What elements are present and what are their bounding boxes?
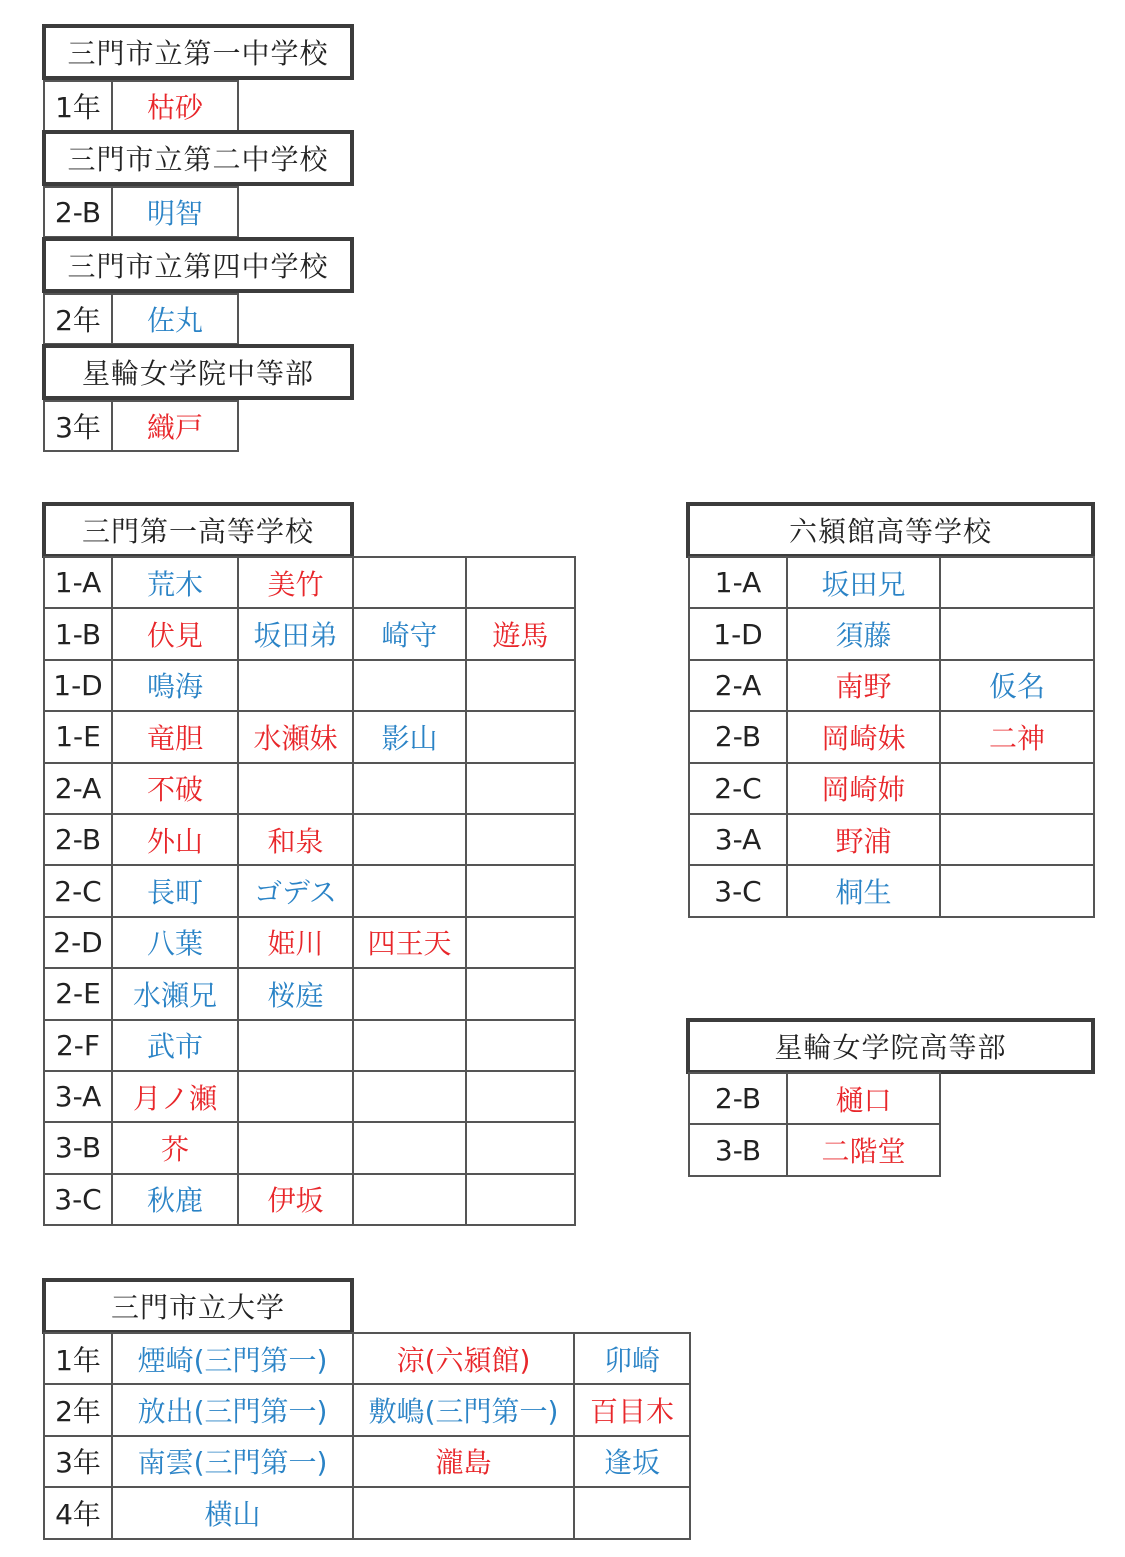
student-name: 煙崎(三門第一) — [112, 1333, 353, 1384]
student-name: 月ノ瀬 — [112, 1071, 238, 1122]
empty-cell — [353, 968, 466, 1019]
empty-cell — [353, 1071, 466, 1122]
student-name: 八葉 — [112, 917, 238, 968]
student-name: 秋鹿 — [112, 1174, 238, 1225]
empty-cell — [466, 865, 575, 916]
student-name: 放出(三門第一) — [112, 1384, 353, 1435]
table-row — [689, 1073, 940, 1124]
student-name: ゴデス — [238, 865, 353, 916]
student-name: 崎守 — [353, 608, 466, 659]
student-name: 四王天 — [353, 917, 466, 968]
class-label: 2-B — [44, 814, 112, 865]
empty-cell — [353, 1174, 466, 1225]
student-name: 敷嶋(三門第一) — [353, 1384, 574, 1435]
student-name: 長町 — [112, 865, 238, 916]
empty-cell — [466, 917, 575, 968]
class-table-daiyon-chu — [43, 293, 239, 345]
empty-cell — [238, 763, 353, 814]
student-name: 伏見 — [112, 608, 238, 659]
class-table-seirin-high — [688, 1072, 941, 1177]
class-table-seirin-chu — [43, 400, 239, 452]
class-label: 2-B — [689, 1073, 787, 1124]
student-name: 桜庭 — [238, 968, 353, 1019]
empty-cell — [466, 1020, 575, 1071]
class-label: 3-A — [44, 1071, 112, 1122]
empty-cell — [940, 608, 1094, 659]
student-name: 南雲(三門第一) — [112, 1436, 353, 1487]
class-label: 2-C — [44, 865, 112, 916]
class-label: 1年 — [44, 1333, 112, 1384]
student-name: 荒木 — [112, 557, 238, 608]
table-row — [689, 1124, 940, 1175]
empty-cell — [238, 660, 353, 711]
empty-cell — [353, 557, 466, 608]
student-name: 明智 — [112, 187, 238, 237]
student-name: 芥 — [112, 1122, 238, 1173]
class-label: 2-D — [44, 917, 112, 968]
empty-cell — [466, 1122, 575, 1173]
empty-cell — [940, 865, 1094, 916]
student-name: 二神 — [940, 711, 1094, 762]
table-row — [44, 1122, 575, 1173]
table-row — [44, 1436, 690, 1487]
student-name: 外山 — [112, 814, 238, 865]
table-row — [44, 557, 575, 608]
table-row — [44, 1487, 690, 1538]
class-table-mikado-high — [43, 556, 576, 1226]
table-row — [689, 557, 1094, 608]
student-name: 横山 — [112, 1487, 353, 1538]
school-header-daiyon-chu: 三門市立第四中学校 — [42, 237, 354, 293]
student-name: 水瀬兄 — [112, 968, 238, 1019]
school-header-rokkenkan-high: 六潁館高等学校 — [686, 502, 1095, 558]
student-name: 百目木 — [574, 1384, 690, 1435]
class-label: 2年 — [44, 1384, 112, 1435]
empty-cell — [466, 1174, 575, 1225]
student-name: 姫川 — [238, 917, 353, 968]
class-table-university — [43, 1332, 691, 1540]
school-header-mikado-high: 三門第一高等学校 — [42, 502, 354, 558]
student-name: 逢坂 — [574, 1436, 690, 1487]
student-name: 卯崎 — [574, 1333, 690, 1384]
student-name: 影山 — [353, 711, 466, 762]
empty-cell — [353, 1122, 466, 1173]
empty-cell — [238, 1020, 353, 1071]
student-name: 二階堂 — [787, 1124, 940, 1175]
school-header-seirin-chu: 星輪女学院中等部 — [42, 344, 354, 400]
table-row — [44, 1384, 690, 1435]
empty-cell — [238, 1122, 353, 1173]
table-row — [689, 763, 1094, 814]
student-name: 岡崎姉 — [787, 763, 940, 814]
school-header-university: 三門市立大学 — [42, 1278, 354, 1334]
table-row — [689, 711, 1094, 762]
table-row — [44, 401, 238, 451]
class-label: 2-F — [44, 1020, 112, 1071]
class-table-rokkenkan-high — [688, 556, 1095, 918]
student-name: 伊坂 — [238, 1174, 353, 1225]
empty-cell — [466, 1071, 575, 1122]
class-label: 1-A — [689, 557, 787, 608]
student-name: 枯砂 — [112, 81, 238, 131]
class-label: 1-D — [689, 608, 787, 659]
empty-cell — [353, 814, 466, 865]
student-name: 須藤 — [787, 608, 940, 659]
class-label: 2-E — [44, 968, 112, 1019]
student-name: 美竹 — [238, 557, 353, 608]
empty-cell — [466, 814, 575, 865]
table-row — [44, 865, 575, 916]
table-row — [44, 1174, 575, 1225]
table-row — [44, 81, 238, 131]
empty-cell — [466, 763, 575, 814]
empty-cell — [353, 1020, 466, 1071]
table-row — [44, 763, 575, 814]
school-header-daini-chu: 三門市立第二中学校 — [42, 130, 354, 186]
student-name: 野浦 — [787, 814, 940, 865]
table-row — [44, 711, 575, 762]
class-table-daini-chu — [43, 186, 239, 238]
empty-cell — [466, 968, 575, 1019]
student-name: 桐生 — [787, 865, 940, 916]
table-row — [44, 1333, 690, 1384]
student-name: 鳴海 — [112, 660, 238, 711]
school-header-daiichi-chu: 三門市立第一中学校 — [42, 24, 354, 80]
table-row — [44, 1071, 575, 1122]
student-name: 遊馬 — [466, 608, 575, 659]
class-table-daiichi-chu — [43, 80, 239, 132]
class-label: 3年 — [44, 401, 112, 451]
student-name: 坂田弟 — [238, 608, 353, 659]
class-label: 1-D — [44, 660, 112, 711]
class-label: 1年 — [44, 81, 112, 131]
class-label: 1-A — [44, 557, 112, 608]
empty-cell — [940, 763, 1094, 814]
table-row — [44, 660, 575, 711]
class-label: 2-A — [44, 763, 112, 814]
student-name: 織戸 — [112, 401, 238, 451]
class-label: 4年 — [44, 1487, 112, 1538]
empty-cell — [940, 814, 1094, 865]
student-name: 竜胆 — [112, 711, 238, 762]
table-row — [44, 187, 238, 237]
empty-cell — [238, 1071, 353, 1122]
class-label: 2-B — [44, 187, 112, 237]
student-name: 涼(六潁館) — [353, 1333, 574, 1384]
class-label: 2-C — [689, 763, 787, 814]
class-label: 3-A — [689, 814, 787, 865]
table-row — [44, 1020, 575, 1071]
table-row — [44, 294, 238, 344]
class-label: 1-B — [44, 608, 112, 659]
table-row — [44, 968, 575, 1019]
student-name: 樋口 — [787, 1073, 940, 1124]
class-label: 3-C — [44, 1174, 112, 1225]
empty-cell — [466, 660, 575, 711]
table-row — [44, 814, 575, 865]
class-label: 1-E — [44, 711, 112, 762]
empty-cell — [466, 557, 575, 608]
empty-cell — [574, 1487, 690, 1538]
empty-cell — [466, 711, 575, 762]
table-row — [44, 917, 575, 968]
empty-cell — [353, 763, 466, 814]
table-row — [689, 608, 1094, 659]
class-label: 2年 — [44, 294, 112, 344]
table-row — [689, 814, 1094, 865]
table-row — [689, 865, 1094, 916]
empty-cell — [353, 660, 466, 711]
class-label: 2-B — [689, 711, 787, 762]
student-name: 不破 — [112, 763, 238, 814]
school-header-seirin-high: 星輪女学院高等部 — [686, 1018, 1095, 1074]
table-row — [44, 608, 575, 659]
class-label: 2-A — [689, 660, 787, 711]
class-label: 3年 — [44, 1436, 112, 1487]
empty-cell — [353, 865, 466, 916]
student-name: 佐丸 — [112, 294, 238, 344]
class-label: 3-B — [689, 1124, 787, 1175]
table-row — [689, 660, 1094, 711]
student-name: 水瀬妹 — [238, 711, 353, 762]
class-label: 3-B — [44, 1122, 112, 1173]
student-name: 和泉 — [238, 814, 353, 865]
student-name: 坂田兄 — [787, 557, 940, 608]
student-name: 岡崎妹 — [787, 711, 940, 762]
empty-cell — [353, 1487, 574, 1538]
class-label: 3-C — [689, 865, 787, 916]
student-name: 武市 — [112, 1020, 238, 1071]
empty-cell — [940, 557, 1094, 608]
student-name: 瀧島 — [353, 1436, 574, 1487]
student-name: 仮名 — [940, 660, 1094, 711]
student-name: 南野 — [787, 660, 940, 711]
